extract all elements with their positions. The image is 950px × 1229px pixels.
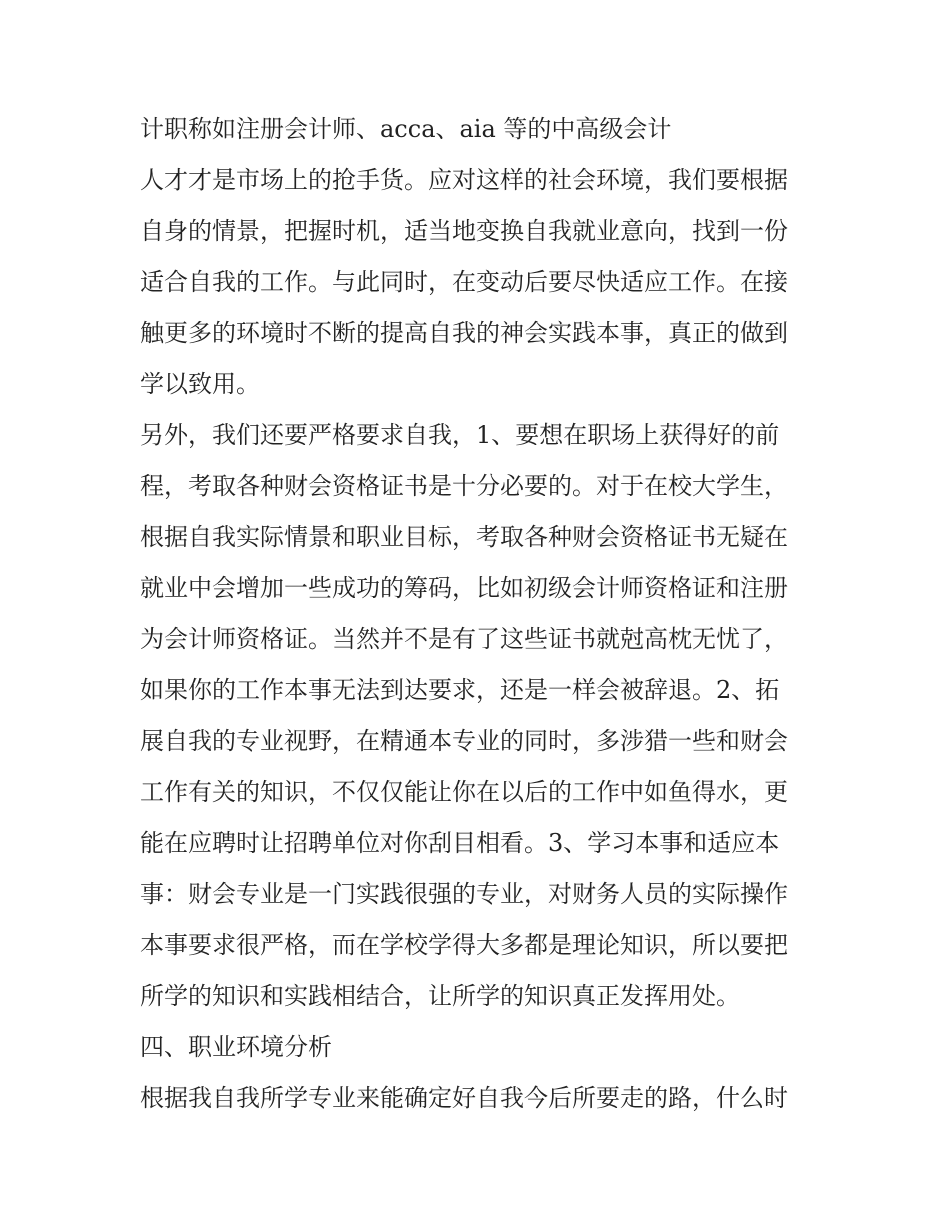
text-line: 学以致用。 xyxy=(140,370,260,398)
section-heading: 四、职业环境分析 xyxy=(140,1033,332,1061)
text-line: 人才才是市场上的抢手货。应对这样的社会环境，我们要根据 xyxy=(140,166,788,194)
text-line: 根据自我实际情景和职业目标，考取各种财会资格证书无疑在 xyxy=(140,523,788,551)
text-line: 适合自我的工作。与此同时，在变动后要尽快适应工作。在接 xyxy=(140,268,788,296)
text-line: 事：财会专业是一门实践很强的专业，对财务人员的实际操作 xyxy=(140,880,788,908)
text-line: 展自我的专业视野，在精通本专业的同时，多涉猎一些和财会 xyxy=(140,727,788,755)
text-line: 为会计师资格证。当然并不是有了这些证书就尅高枕无忧了， xyxy=(140,625,788,653)
text-line: 自身的情景，把握时机，适当地变换自我就业意向，找到一份 xyxy=(140,217,788,245)
text-line: 就业中会增加一些成功的筹码，比如初级会计师资格证和注册 xyxy=(140,574,788,602)
text-line: 另外，我们还要严格要求自我，1、要想在职场上获得好的前 xyxy=(140,421,780,449)
text-line: 程，考取各种财会资格证书是十分必要的。对于在校大学生， xyxy=(140,472,788,500)
text-line: 所学的知识和实践相结合，让所学的知识真正发挥用处。 xyxy=(140,982,740,1010)
text-line: 计职称如注册会计师、acca、aia 等的中高级会计 xyxy=(140,115,672,143)
text-line: 如果你的工作本事无法到达要求，还是一样会被辞退。2、拓 xyxy=(140,676,780,704)
text-line: 触更多的环境时不断的提高自我的神会实践本事，真正的做到 xyxy=(140,319,788,347)
text-line: 根据我自我所学专业来能确定好自我今后所要走的路，什么时 xyxy=(140,1084,788,1112)
text-line: 工作有关的知识，不仅仅能让你在以后的工作中如鱼得水，更 xyxy=(140,778,788,806)
text-line: 本事要求很严格，而在学校学得大多都是理论知识，所以要把 xyxy=(140,931,788,959)
text-line: 能在应聘时让招聘单位对你刮目相看。3、学习本事和适应本 xyxy=(140,829,780,857)
